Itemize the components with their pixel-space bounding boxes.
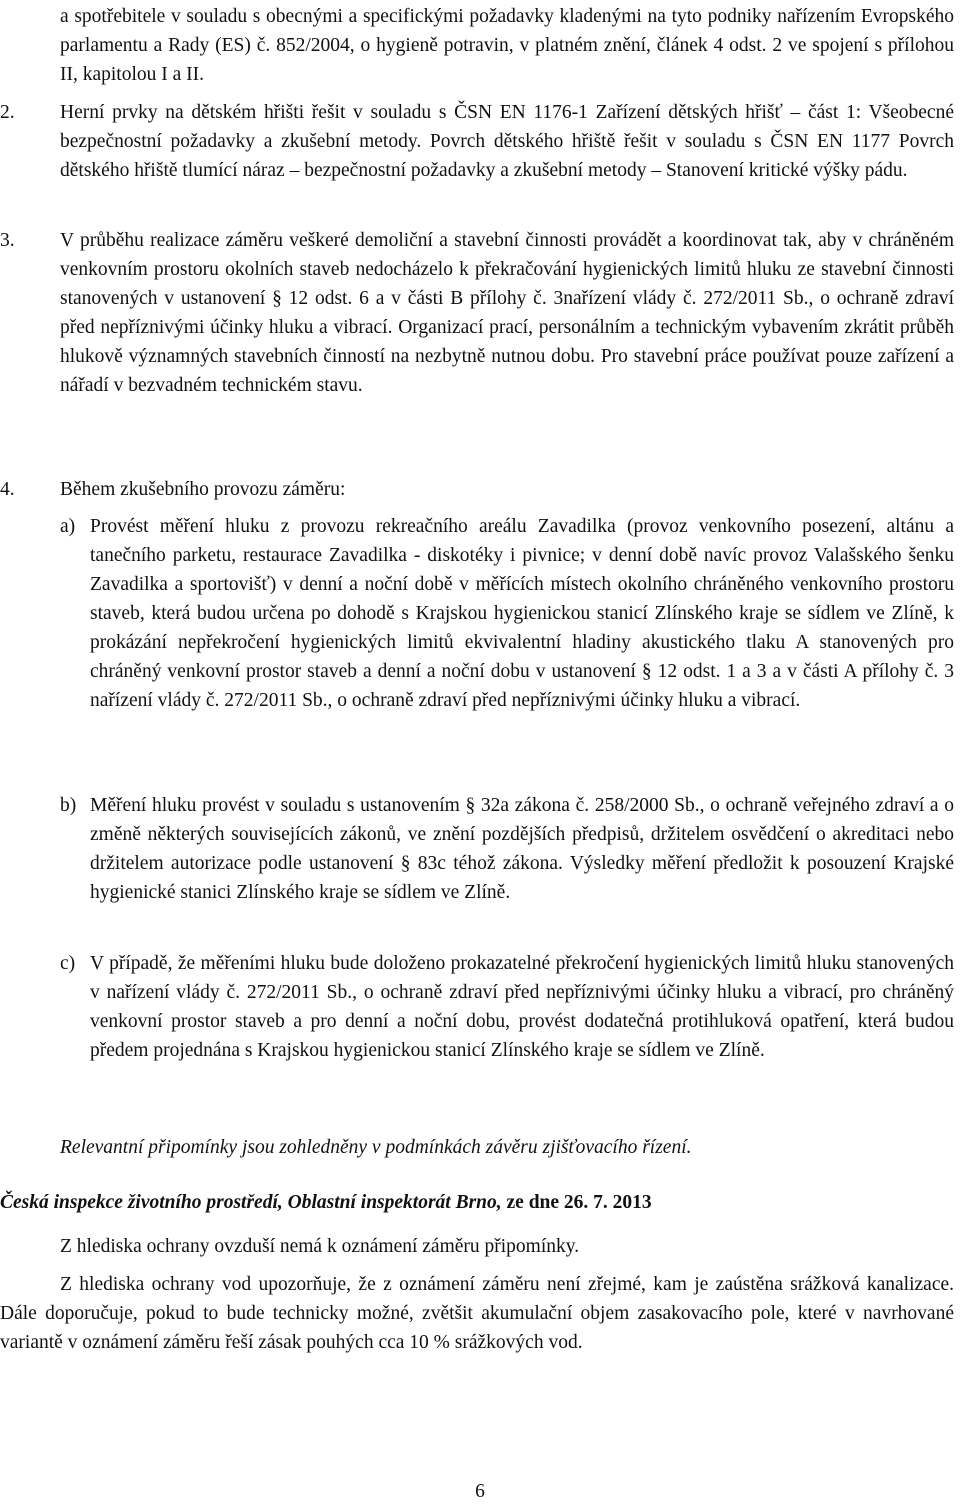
water-protection-paragraph: Z hlediska ochrany vod upozorňuje, že z oznámení záměru není zřejmé, kam je zaústěna srážková kanalizace. Dále doporučuje, pokud to bude technicky možné, zvětšit akumulační objem zasakovacího pole, které v navrhované variantě v oznámení záměru řeší zásak pouhých cca 10 % srážkových vod.: [0, 1274, 954, 1353]
subitem-a: [0, 512, 954, 715]
subitem-label: a): [60, 516, 76, 537]
item-number: 2.: [0, 102, 15, 123]
item-text: V průběhu realizace záměru veškeré demoliční a stavební činnosti provádět a koordinovat tak, aby v chráněném venkovním prostoru okolních staveb nedocházelo k překračování hygienických limitů hluku ze stavební činnosti stanovených v ustanovení § 12 odst. 6 a v části B přílohy č. 3nařízení vlády č. 272/2011 Sb., o ochraně zdraví před nepříznivými účinky hluku a vibrací. Organizací prací, personálním a technickým vybavením zkrátit průběh hlukově významných stavebních činností na nezbytně nutnou dobu. Pro stavební práce používat pouze zařízení a nářadí v bezvadném technickém stavu.: [60, 230, 954, 396]
subitem-label: b): [60, 795, 77, 816]
subitem-text: Měření hluku provést v souladu s ustanovením § 32a zákona č. 258/2000 Sb., o ochraně veřejného zdraví a o změně některých souvisejících zákonů, ve znění pozdějších předpisů, držitelem osvědčení o akreditaci nebo držitelem autorizace podle ustanovení § 83c téhož zákona. Výsledky měření předložit k posouzení Krajské hygienické stanici Zlínského kraje se sídlem ve Zlíně.: [90, 795, 954, 903]
subitem-text: Provést měření hluku z provozu rekreačního areálu Zavadilka (provoz venkovního posezení, altánu a tanečního parketu, restaurace Zavadilka - diskotéky i pivnice; v denní době navíc provoz Valašského šenku Zavadilka a sportovišť) v denní a noční době v měřících místech okolního chráněného venkovního prostoru staveb, která budou určena po dohodě s Krajskou hygienickou stanicí Zlínského kraje se sídlem ve Zlíně, k prokázání nepřekročení hygienických limitů ekvivalentní hladiny akustického tlaku A stanovených pro chráněný venkovní prostor staveb a denní a noční dobu v ustanovení § 12 odst. 1 a 3 a v části A přílohy č. 3 nařízení vlády č. 272/2011 Sb., o ochraně zdraví před nepříznivými účinky hluku a vibrací.: [90, 516, 954, 711]
item-number: 3.: [0, 230, 15, 251]
air-protection-paragraph: Z hlediska ochrany ovzduší nemá k oznámení záměru připomínky.: [60, 1236, 580, 1257]
subitem-label: c): [60, 953, 76, 974]
inspection-date: ze dne 26. 7. 2013: [506, 1192, 652, 1213]
item-text: Herní prvky na dětském hřišti řešit v souladu s ČSN EN 1176-1 Zařízení dětských hřišť – část 1: Všeobecné bezpečnostní požadavky a zkušební metody. Povrch dětského hřiště řešit v souladu s ČSN EN 1177 Povrch dětského hřiště tlumící náraz – bezpečnostní požadavky a zkušební metody – Stanovení kritické výšky pádu.: [60, 102, 954, 181]
subitem-text: V případě, že měřeními hluku bude doloženo prokazatelné překročení hygienických limitů hluku stanovených v nařízení vlády č. 272/2011 Sb., o ochraně zdraví před nepříznivými účinky hluku a vibrací, pro chráněný venkovní prostor staveb a pro denní a noční dobu, provést dodatečná protihluková opatření, která budou předem projednána s Krajskou hygienickou stanicí Zlínského kraje se sídlem ve Zlíně.: [90, 953, 954, 1061]
item-number: 4.: [0, 479, 15, 500]
item-text: Během zkušebního provozu záměru:: [60, 479, 346, 500]
subitem-b: [0, 791, 954, 907]
page-number: 6: [475, 1481, 485, 1502]
subitem-c: [0, 949, 954, 1065]
item-4: [0, 475, 954, 504]
inspection-heading: [0, 1188, 954, 1217]
inspection-name: Česká inspekce životního prostředí, Oblastní inspektorát Brno,: [0, 1192, 502, 1213]
intro-paragraph: a spotřebitele v souladu s obecnými a specifickými požadavky kladenými na tyto podniky nařízením Evropského parlamentu a Rady (ES) č. 852/2004, o hygieně potravin, v platném znění, článek 4 odst. 2 ve spojení s přílohou II, kapitolou I a II.: [60, 6, 954, 85]
italic-note: Relevantní připomínky jsou zohledněny v podmínkách závěru zjišťovacího řízení.: [60, 1137, 692, 1158]
item-3: [0, 226, 954, 400]
item-2: [0, 98, 954, 185]
